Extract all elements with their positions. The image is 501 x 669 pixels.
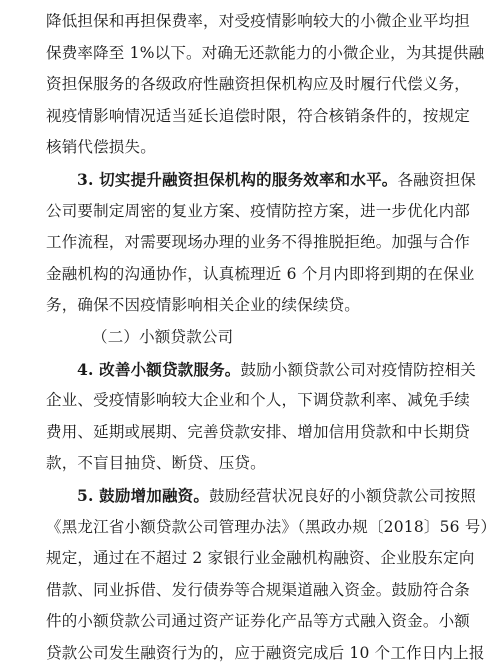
paragraph-line: 金融机构的沟通协作，认真梳理近 6 个月内即将到期的在保业 — [46, 264, 475, 283]
paragraph-line: 务，确保不因疫情影响相关企业的续保续贷。 — [46, 296, 361, 315]
item-heading: 4. 改善小额贷款服务。 — [77, 359, 241, 379]
paragraph-line — [46, 480, 476, 512]
paragraph-line: 保费率降至 1%以下。对确无还款能力的小微企业，为其提供融 — [46, 43, 485, 62]
paragraph-line: 工作流程，对需要现场办理的业务不得推脱拒绝。加强与合作 — [46, 233, 470, 252]
document-page — [46, 6, 497, 669]
paragraph-text: 各融资担保 — [397, 170, 476, 189]
section-heading: （二）小额贷款公司 — [92, 327, 234, 346]
paragraph-line: 款，不盲目抽贷、断贷、压贷。 — [46, 454, 266, 473]
paragraph-text: 鼓励经营状况良好的小额贷款公司按照 — [209, 486, 476, 505]
paragraph-line: 降低担保和再担保费率，对受疫情影响较大的小微企业平均担 — [46, 12, 470, 30]
paragraph-line: 公司要制定周密的复业方案、疫情防控方案，进一步优化内部 — [46, 201, 470, 220]
item-heading: 5. 鼓励增加融资。 — [77, 485, 210, 505]
paragraph-line: 核销代偿损失。 — [46, 138, 156, 157]
paragraph-line: 贷款公司发生融资行为的，应于融资完成后 10 个工作日内上报 — [46, 643, 485, 662]
paragraph-line: 规定，通过在不超过 2 家银行业金融机构融资、企业股东定向 — [46, 549, 475, 568]
paragraph-text: 鼓励小额贷款公司对疫情防控相关 — [240, 360, 476, 379]
paragraph-line — [46, 164, 476, 196]
paragraph-line: 企业、受疫情影响较大企业和个人，下调贷款利率、减免手续 — [46, 391, 470, 410]
paragraph-line: 视疫情影响情况适当延长追偿时限，符合核销条件的，按规定 — [46, 106, 470, 125]
paragraph-line: 件的小额贷款公司通过资产证券化产品等方式融入资金。小额 — [46, 612, 470, 631]
paragraph-line: 费用、延期或展期、完善贷款安排、增加信用贷款和中长期贷 — [46, 422, 470, 441]
paragraph-line: 《黑龙江省小额贷款公司管理办法》（黑政办规〔2018〕56 号） — [46, 517, 497, 536]
paragraph-line: 资担保服务的各级政府性融资担保机构应及时履行代偿义务， — [46, 75, 470, 94]
item-heading: 3. 切实提升融资担保机构的服务效率和水平。 — [77, 169, 398, 189]
paragraph-line: 借款、同业拆借、发行债券等合规渠道融入资金。鼓励符合条 — [46, 580, 470, 599]
paragraph-line — [46, 354, 476, 386]
